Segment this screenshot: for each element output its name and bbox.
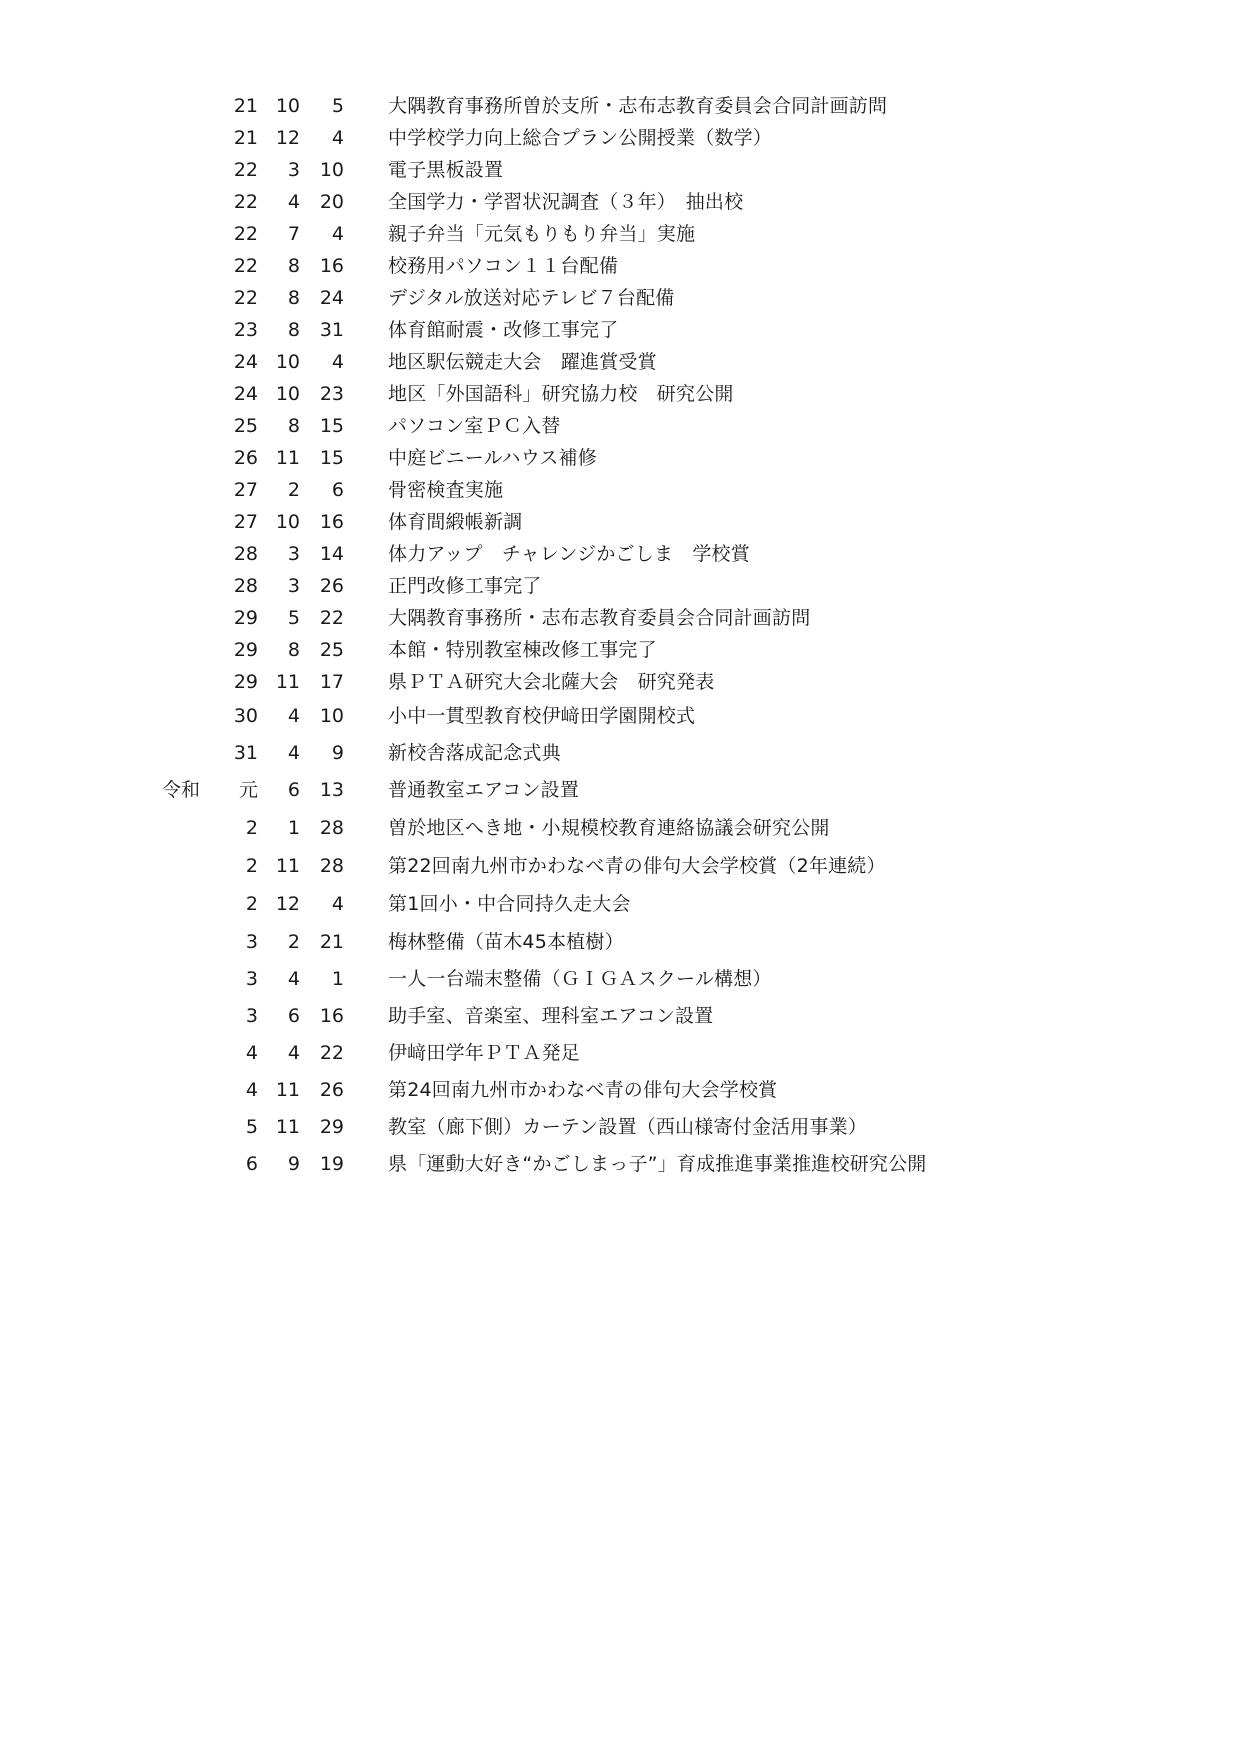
month-cell: 4 [287, 742, 300, 764]
year-cell: 22 [233, 223, 258, 245]
year-cell: 31 [233, 742, 258, 764]
day-cell: 17 [319, 671, 344, 693]
history-row [0, 122, 1240, 154]
year-cell: 27 [233, 511, 258, 533]
month-cell: 2 [287, 931, 300, 953]
era-cell: 令和 [162, 779, 201, 801]
day-cell: 19 [319, 1153, 344, 1175]
day-cell: 1 [331, 968, 344, 990]
event-cell: 地区「外国語科」研究協力校 研究公開 [388, 383, 734, 405]
history-row [0, 1074, 1240, 1106]
history-row [0, 506, 1240, 538]
event-cell: 助手室、音楽室、理科室エアコン設置 [388, 1005, 714, 1027]
history-row [0, 850, 1240, 882]
day-cell: 10 [319, 159, 344, 181]
day-cell: 24 [319, 287, 344, 309]
month-cell: 8 [287, 639, 300, 661]
day-cell: 4 [331, 127, 344, 149]
year-cell: 29 [233, 607, 258, 629]
history-row [0, 700, 1240, 732]
day-cell: 4 [331, 223, 344, 245]
event-cell: 骨密検査実施 [388, 479, 504, 501]
day-cell: 31 [319, 319, 344, 341]
month-cell: 7 [287, 223, 300, 245]
history-row [0, 1037, 1240, 1069]
history-row [0, 538, 1240, 570]
month-cell: 1 [287, 817, 300, 839]
month-cell: 9 [287, 1153, 300, 1175]
year-cell: 26 [233, 447, 258, 469]
year-cell: 2 [245, 893, 258, 915]
event-cell: 一人一台端末整備（ＧＩＧＡスクール構想） [388, 968, 772, 990]
history-row [0, 963, 1240, 995]
history-row [0, 737, 1240, 769]
event-cell: 新校舎落成記念式典 [388, 742, 561, 764]
history-row [0, 812, 1240, 844]
event-cell: 体育館耐震・改修工事完了 [388, 319, 619, 341]
event-cell: 梅林整備（苗木45本植樹） [388, 931, 624, 953]
year-cell: 4 [245, 1079, 258, 1101]
event-cell: パソコン室ＰＣ入替 [388, 415, 561, 437]
day-cell: 26 [319, 575, 344, 597]
day-cell: 21 [319, 931, 344, 953]
month-cell: 11 [275, 1116, 300, 1138]
year-cell: 22 [233, 191, 258, 213]
month-cell: 12 [275, 127, 300, 149]
day-cell: 22 [319, 1042, 344, 1064]
history-row [0, 410, 1240, 442]
history-row [0, 442, 1240, 474]
month-cell: 8 [287, 415, 300, 437]
history-row [0, 774, 1240, 806]
history-row [0, 378, 1240, 410]
year-cell: 5 [245, 1116, 258, 1138]
event-cell: 正門改修工事完了 [388, 575, 542, 597]
event-cell: 第24回南九州市かわなべ青の俳句大会学校賞 [388, 1079, 778, 1101]
year-cell: 3 [245, 968, 258, 990]
history-row [0, 602, 1240, 634]
event-cell: 電子黒板設置 [388, 159, 504, 181]
history-row [0, 474, 1240, 506]
history-row [0, 154, 1240, 186]
day-cell: 14 [319, 543, 344, 565]
year-cell: 21 [233, 95, 258, 117]
month-cell: 3 [287, 543, 300, 565]
year-cell: 3 [245, 1005, 258, 1027]
history-row [0, 1111, 1240, 1143]
year-cell: 3 [245, 931, 258, 953]
history-row [0, 888, 1240, 920]
year-cell: 元 [238, 779, 258, 801]
history-row [0, 218, 1240, 250]
event-cell: 伊﨑田学年ＰＴＡ発足 [388, 1042, 581, 1064]
month-cell: 10 [275, 95, 300, 117]
year-cell: 2 [245, 817, 258, 839]
month-cell: 5 [287, 607, 300, 629]
history-row [0, 926, 1240, 958]
day-cell: 23 [319, 383, 344, 405]
month-cell: 4 [287, 191, 300, 213]
day-cell: 16 [319, 1005, 344, 1027]
history-row [0, 346, 1240, 378]
year-cell: 22 [233, 287, 258, 309]
month-cell: 12 [275, 893, 300, 915]
year-cell: 25 [233, 415, 258, 437]
year-cell: 27 [233, 479, 258, 501]
day-cell: 28 [319, 817, 344, 839]
month-cell: 11 [275, 671, 300, 693]
day-cell: 25 [319, 639, 344, 661]
year-cell: 28 [233, 575, 258, 597]
event-cell: 県「運動大好き“かごしまっ子”」育成推進事業推進校研究公開 [388, 1153, 927, 1175]
event-cell: 校務用パソコン１１台配備 [388, 255, 619, 277]
year-cell: 30 [233, 705, 258, 727]
day-cell: 16 [319, 511, 344, 533]
event-cell: 第22回南九州市かわなべ青の俳句大会学校賞（2年連続） [388, 855, 886, 877]
event-cell: 教室（廊下側）カーテン設置（西山様寄付金活用事業） [388, 1116, 868, 1138]
year-cell: 2 [245, 855, 258, 877]
year-cell: 6 [245, 1153, 258, 1175]
year-cell: 29 [233, 639, 258, 661]
year-cell: 22 [233, 159, 258, 181]
month-cell: 3 [287, 159, 300, 181]
month-cell: 11 [275, 855, 300, 877]
event-cell: 中庭ビニールハウス補修 [388, 447, 597, 469]
day-cell: 15 [319, 447, 344, 469]
event-cell: 地区駅伝競走大会 躍進賞受賞 [388, 351, 657, 373]
history-row [0, 1148, 1240, 1180]
year-cell: 24 [233, 383, 258, 405]
event-cell: 小中一貫型教育校伊﨑田学園開校式 [388, 705, 696, 727]
history-row [0, 250, 1240, 282]
event-cell: 体育間緞帳新調 [388, 511, 523, 533]
event-cell: 全国学力・学習状況調査（３年） 抽出校 [388, 191, 744, 213]
year-cell: 28 [233, 543, 258, 565]
month-cell: 4 [287, 1042, 300, 1064]
history-row [0, 570, 1240, 602]
event-cell: 曽於地区へき地・小規模校教育連絡協議会研究公開 [388, 817, 830, 839]
month-cell: 6 [287, 779, 300, 801]
month-cell: 10 [275, 511, 300, 533]
month-cell: 8 [287, 287, 300, 309]
year-cell: 4 [245, 1042, 258, 1064]
year-cell: 24 [233, 351, 258, 373]
month-cell: 2 [287, 479, 300, 501]
month-cell: 11 [275, 1079, 300, 1101]
history-row [0, 1000, 1240, 1032]
month-cell: 11 [275, 447, 300, 469]
event-cell: デジタル放送対応テレビ７台配備 [388, 287, 675, 309]
month-cell: 6 [287, 1005, 300, 1027]
month-cell: 10 [275, 351, 300, 373]
history-row [0, 314, 1240, 346]
event-cell: 県ＰＴＡ研究大会北薩大会 研究発表 [388, 671, 715, 693]
event-cell: 普通教室エアコン設置 [388, 779, 580, 801]
history-row [0, 634, 1240, 666]
day-cell: 13 [319, 779, 344, 801]
day-cell: 6 [331, 479, 344, 501]
year-cell: 23 [233, 319, 258, 341]
day-cell: 9 [331, 742, 344, 764]
event-cell: 大隅教育事務所曽於支所・志布志教育委員会合同計画訪問 [388, 95, 888, 117]
event-cell: 中学校学力向上総合プラン公開授業（数学） [388, 127, 773, 149]
day-cell: 26 [319, 1079, 344, 1101]
day-cell: 16 [319, 255, 344, 277]
event-cell: 第1回小・中合同持久走大会 [388, 893, 631, 915]
month-cell: 4 [287, 705, 300, 727]
event-cell: 大隅教育事務所・志布志教育委員会合同計画訪問 [388, 607, 811, 629]
history-row [0, 90, 1240, 122]
event-cell: 本館・特別教室棟改修工事完了 [388, 639, 657, 661]
day-cell: 4 [331, 893, 344, 915]
history-row [0, 666, 1240, 698]
day-cell: 29 [319, 1116, 344, 1138]
month-cell: 3 [287, 575, 300, 597]
year-cell: 21 [233, 127, 258, 149]
month-cell: 10 [275, 383, 300, 405]
history-row [0, 282, 1240, 314]
day-cell: 4 [331, 351, 344, 373]
day-cell: 5 [331, 95, 344, 117]
history-row [0, 186, 1240, 218]
day-cell: 28 [319, 855, 344, 877]
event-cell: 親子弁当「元気もりもり弁当」実施 [388, 223, 696, 245]
day-cell: 20 [319, 191, 344, 213]
day-cell: 22 [319, 607, 344, 629]
year-cell: 22 [233, 255, 258, 277]
year-cell: 29 [233, 671, 258, 693]
month-cell: 8 [287, 255, 300, 277]
month-cell: 8 [287, 319, 300, 341]
day-cell: 10 [319, 705, 344, 727]
event-cell: 体力アップ チャレンジかごしま 学校賞 [388, 543, 750, 565]
day-cell: 15 [319, 415, 344, 437]
month-cell: 4 [287, 968, 300, 990]
